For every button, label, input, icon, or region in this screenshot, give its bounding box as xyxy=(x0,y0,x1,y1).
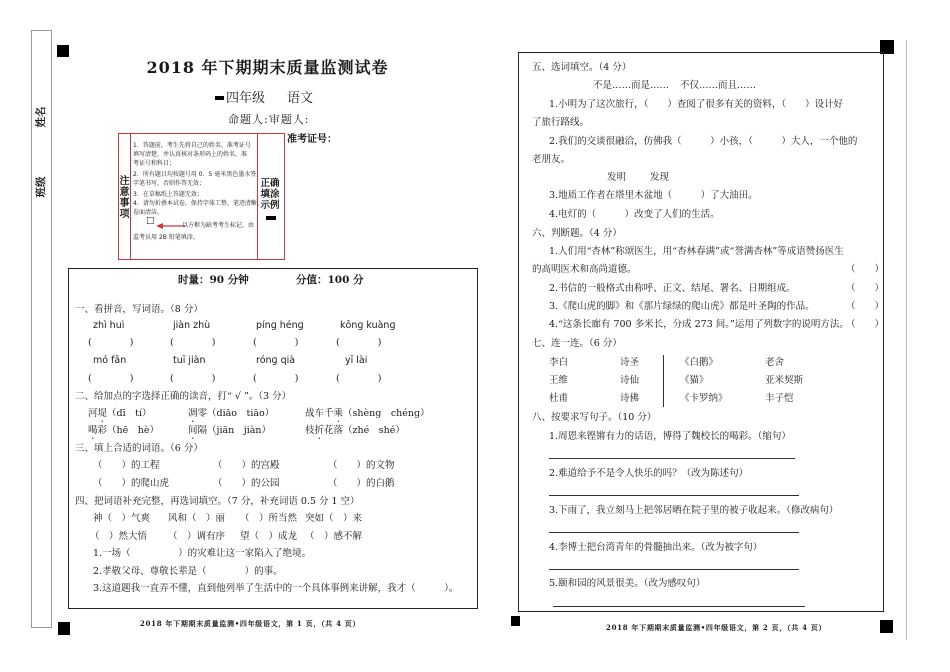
word-part: 河 xyxy=(88,408,98,419)
match-title[interactable]: 诗仙 xyxy=(620,375,640,386)
notice-line: 卷面清洁。 xyxy=(133,209,164,216)
dotted-char: 乘 xyxy=(333,408,344,419)
pronunciation-item[interactable] xyxy=(188,408,274,425)
exam-id-label: 准考证号： xyxy=(287,134,337,145)
registration-mark-top-left xyxy=(57,45,69,57)
pinyin: rónɡ qià xyxy=(256,355,296,366)
match-poet[interactable]: 王维 xyxy=(549,375,569,386)
match-work[interactable]: 《卡罗纳》 xyxy=(680,393,728,404)
authors-line: 命题人:审题人: xyxy=(228,113,310,126)
match-author[interactable]: 老舍 xyxy=(765,357,785,368)
judgement-blank[interactable]: （ ） xyxy=(846,301,885,312)
match-work[interactable]: 《猫》 xyxy=(680,375,709,386)
grade-label: 四年级 xyxy=(226,91,266,106)
registration-mark-bottom-right xyxy=(880,620,893,633)
answer-blank[interactable]: ( ) xyxy=(253,337,299,348)
rewrite-prompt: 2.难道给予不是令人快乐的吗？（改为陈述句） xyxy=(549,468,749,479)
page2-footer: 2018 年下期期末质量监测•四年级语文，第 2 页，（共 4 页） xyxy=(606,623,827,632)
time-limit: 时量：90 分钟 xyxy=(178,274,249,286)
pinyin: jiàn zhù xyxy=(173,320,211,331)
pinyin: kōnɡ kuànɡ xyxy=(340,320,396,331)
fill-word-item[interactable]: （ ）的公园 xyxy=(213,478,280,489)
reading-options: 彩（hē hè） xyxy=(97,425,159,436)
fill-sentence[interactable]: 3.地质工作者在塔里木盆地（ ）了大油田。 xyxy=(549,190,758,201)
idiom-item[interactable]: 望（ ）成龙 xyxy=(240,531,298,542)
pinyin: mó fǎn xyxy=(93,355,127,366)
match-author[interactable]: 丰子恺 xyxy=(765,393,794,404)
reading-options: 零（diāo tiāo） xyxy=(197,408,275,419)
match-title[interactable]: 诗圣 xyxy=(620,357,640,368)
word-option: 发明 xyxy=(607,172,627,183)
judgement-blank[interactable]: （ ） xyxy=(846,283,885,294)
fill-word-item[interactable]: （ ）的工程 xyxy=(93,460,160,471)
dotted-char: 凋 xyxy=(188,408,198,419)
grade-mark xyxy=(215,96,224,100)
fill-example-heading: 正确填涂示例 xyxy=(260,178,280,211)
notice-line: 3．在草稿纸上答题无效； xyxy=(133,191,203,198)
idiom-item[interactable]: （ ）调有序 xyxy=(168,531,226,542)
answer-line[interactable] xyxy=(553,606,805,607)
idiom-item[interactable]: （ ）所当然 xyxy=(240,513,298,524)
notice-line: 考证号和科目； xyxy=(133,160,176,167)
judgement-statement: 4.“这条长廊有 700 多米长，分成 273 间。”运用了列数字的说明方法。 xyxy=(549,319,849,330)
word-option: 不仅……而且…… xyxy=(680,80,757,91)
absent-note: 监考员用 2B 铅笔填涂。 xyxy=(133,234,199,241)
reading-options: （shènɡ chénɡ） xyxy=(343,408,430,419)
fill-sentence-cont: 老朋友。 xyxy=(532,154,571,165)
pronunciation-item[interactable] xyxy=(88,425,159,442)
match-title[interactable]: 诗佛 xyxy=(620,393,640,404)
fill-word-item[interactable]: （ ）的文物 xyxy=(328,460,395,471)
answer-line[interactable] xyxy=(549,495,799,496)
page1-footer: 2018 年下期期末质量监测•四年级语文，第 1 页，（共 4 页） xyxy=(140,619,361,628)
total-score: 分值：100 分 xyxy=(296,274,364,286)
judgement-blank[interactable]: （ ） xyxy=(846,264,885,275)
reading-options: 花落（zhé shé） xyxy=(324,425,405,436)
fill-sentence[interactable]: 3.这道题我一直弄不懂，直到他列举了生活中的一个具体事例来讲解，我才（ ）。 xyxy=(93,583,459,594)
answer-blank[interactable]: ( ) xyxy=(170,373,216,384)
word-part: 枝 xyxy=(305,425,315,436)
fill-word-item[interactable]: （ ）的爬山虎 xyxy=(93,478,170,489)
pronunciation-item[interactable] xyxy=(188,425,271,442)
notice-line: 4．请勿折叠本试卷，保持字体工整、笔迹清晰、 xyxy=(133,200,263,207)
idiom-item[interactable]: （ ）感不解 xyxy=(305,531,363,542)
answer-line[interactable] xyxy=(549,532,799,533)
dotted-char: 间 xyxy=(188,425,198,436)
pronunciation-item[interactable] xyxy=(305,408,430,425)
fill-sentence[interactable]: 2.我们的交谈很融洽，仿佛我（ ）小孩，（ ）大人，一个他的 xyxy=(549,136,858,147)
q8-heading: 八、按要求写句子。（10 分） xyxy=(532,412,657,423)
word-option: 不是……而是…… xyxy=(593,80,670,91)
fill-word-item[interactable]: （ ）的宫殿 xyxy=(213,460,280,471)
fill-example-mark xyxy=(266,216,276,220)
idiom-item[interactable]: 神（ ）气爽 xyxy=(93,513,151,524)
class-label: 班级 xyxy=(35,176,47,198)
dotted-char: 折 xyxy=(314,425,325,436)
rewrite-prompt: 3.下雨了，我立刻马上把邻居晒在院子里的被子收起来。（修改病句） xyxy=(549,505,839,516)
judgement-statement-cont: 的高明医术和高尚道德。 xyxy=(532,264,637,275)
word-option: 发现 xyxy=(650,172,670,183)
notice-line: 字笔书写，否则作答无效； xyxy=(133,180,206,187)
notice-line: 2．所有题目均按题号用 0．5 毫米黑色墨水签 xyxy=(133,171,257,178)
fill-sentence[interactable]: 1.小明为了这次旅行，（ ）查阅了很多有关的资料，（ ）设计好 xyxy=(549,99,844,110)
pronunciation-item[interactable] xyxy=(88,408,152,425)
q2-heading: 二、给加点的字选择正确的读音，打“ √ ”。（3 分） xyxy=(75,391,292,402)
pinyin: pínɡ hénɡ xyxy=(256,320,304,331)
notice-divider-left xyxy=(130,133,131,260)
fill-sentence[interactable]: 1.一场（ ）的灾难让这一家陷入了绝境。 xyxy=(93,548,312,559)
notice-heading: 注意事项 xyxy=(119,176,130,220)
absent-checkbox[interactable]: □ xyxy=(146,216,155,226)
answer-blank[interactable]: ( ) xyxy=(170,337,216,348)
fill-sentence[interactable]: 2.孝敬父母、尊敬长辈是（ ）的事。 xyxy=(93,566,283,577)
absent-note: 以方框为缺考考生标记，由 xyxy=(182,222,255,229)
idiom-item[interactable]: 风和（ ）丽 xyxy=(168,513,226,524)
q1-heading: 一、看拼音，写词语。（8 分） xyxy=(75,304,203,315)
judgement-blank[interactable]: （ ） xyxy=(846,319,885,330)
pinyin: tuī jiàn xyxy=(173,355,206,366)
q5-heading: 五、选词填空。（4 分） xyxy=(532,62,632,73)
idiom-item[interactable]: （ ）然大悟 xyxy=(90,531,148,542)
judgement-statement: 3.《爬山虎的脚》和《那片绿绿的爬山虎》都是叶圣陶的作品。 xyxy=(549,301,815,312)
answer-blank[interactable]: ( ) xyxy=(253,373,299,384)
judgement-statement: 2.书信的一般格式由称呼、正文、结尾、署名、日期组成。 xyxy=(549,283,796,294)
pinyin: yī lài xyxy=(345,355,368,366)
idiom-item[interactable]: 突如（ ）来 xyxy=(305,513,363,524)
reading-options: （dī tí） xyxy=(107,408,152,419)
answer-line[interactable] xyxy=(549,569,799,570)
page-edge-line xyxy=(906,40,907,640)
dotted-char: 喝 xyxy=(88,425,98,436)
match-work[interactable]: 《白鹅》 xyxy=(680,357,719,368)
answer-blank[interactable]: ( ) xyxy=(336,373,382,384)
registration-mark-bottom-left xyxy=(58,622,70,635)
match-author[interactable]: 亚米契斯 xyxy=(765,375,804,386)
subject-label: 语文 xyxy=(287,91,314,106)
q3-heading: 三、填上合适的词语。（6 分） xyxy=(75,443,203,454)
pinyin: zhì huì xyxy=(93,320,125,331)
q4-heading: 四、把词语补充完整，再选词填空。（7 分，补充词语 0.5 分 1 空） xyxy=(75,496,360,507)
answer-blank[interactable]: ( ) xyxy=(336,337,382,348)
fill-sentence-cont: 了旅行路线。 xyxy=(532,117,590,128)
notice-line: 1．答题前，考生先将自己的姓名、准考证号 xyxy=(133,142,251,149)
fill-sentence[interactable]: 4.电灯的（ ）改变了人们的生活。 xyxy=(549,209,720,220)
reading-options: 隔（jiān jiàn） xyxy=(197,425,272,436)
match-divider xyxy=(663,355,664,407)
pronunciation-item[interactable] xyxy=(305,425,405,442)
judgement-statement: 1.人们用“杏林”称颂医生，用“杏林春满”或“誉满杏林”等成语赞扬医生 xyxy=(549,246,844,257)
q7-heading: 七、连一连。（6 分） xyxy=(532,338,622,349)
fill-word-item[interactable]: （ ）的白鹅 xyxy=(328,478,395,489)
answer-blank[interactable]: ( ) xyxy=(88,373,134,384)
q6-heading: 六、判断题。（4 分） xyxy=(532,228,622,239)
match-poet[interactable]: 杜甫 xyxy=(549,393,569,404)
rewrite-prompt: 4.李博士把台湾青年的骨髓抽出来。（改为被字句） xyxy=(549,542,763,553)
dotted-char: 堤 xyxy=(97,408,108,419)
answer-line[interactable] xyxy=(549,458,795,459)
registration-mark-bottom-middle xyxy=(511,616,520,626)
notice-divider-right xyxy=(257,133,258,260)
student-name-label: 姓名 xyxy=(35,106,47,128)
rewrite-prompt: 5.颐和园的风景很美。（改为感叹句） xyxy=(549,578,706,589)
notice-line: 填写清楚，并认真核对条形码上的姓名、准 xyxy=(133,151,248,158)
rewrite-prompt: 1.周恩来铿锵有力的话语，博得了魏校长的喝彩。（缩句） xyxy=(549,431,791,442)
page-title: 2018 年下期期末质量监测试卷 xyxy=(146,58,389,77)
answer-blank[interactable]: ( ) xyxy=(88,337,134,348)
match-poet[interactable]: 李白 xyxy=(549,357,569,368)
word-part: 战车千 xyxy=(305,408,334,419)
